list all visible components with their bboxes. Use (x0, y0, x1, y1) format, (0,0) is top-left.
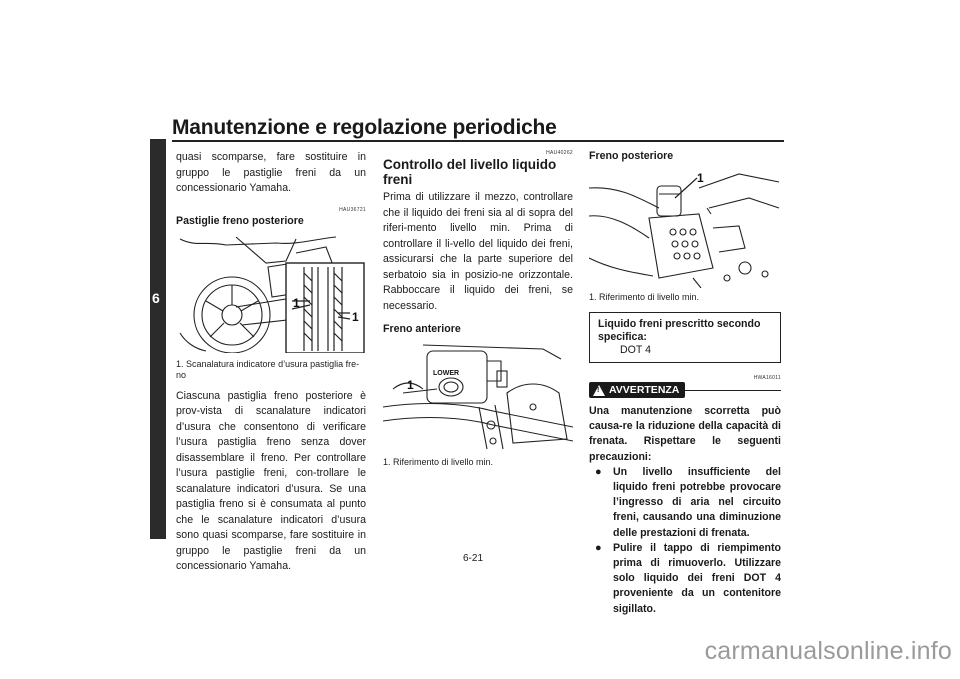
subheading-front-brake: Freno anteriore (383, 323, 461, 335)
figure-label-1b: 1 (352, 309, 359, 324)
figure-label-1: 1 (697, 171, 704, 185)
subheading-rear-brake: Freno posteriore (589, 150, 674, 162)
rear-reservoir-illustration (589, 168, 781, 288)
fluid-level-paragraph: Prima di utilizzare il mezzo, controllare che il liquido dei freni sia al di sopra del riferi-mento livello min. Prima di controllare il li-vello del liquido dei freni, assicurarsi che la parte superiore del serbatoio sia in posizio-ne orizzontale. Rabboccare il liquido dei freni, se necessario. (383, 191, 573, 312)
intro-paragraph: quasi scomparse, fare sostituire in gruppo le pastiglie freni da un concessionario Yamaha. (176, 151, 366, 194)
bullet-icon: ● (595, 465, 602, 478)
bullet-text: Pulire il tappo di riempimento prima di rimuoverlo. Utilizzare solo liquido dei freni DOT 4 proveniente da un contenitore sigillato. (613, 541, 781, 615)
warning-rule (685, 390, 781, 391)
warning-badge (589, 382, 685, 398)
header-rule (172, 140, 784, 142)
column-1 (176, 150, 366, 575)
subheading-rear-pads: Pastiglie freno posteriore (176, 214, 304, 227)
chapter-number: 6 (152, 290, 160, 306)
spec-value: DOT 4 (620, 344, 652, 356)
spec-title: Liquido freni prescritto secondo specifica: (598, 318, 761, 343)
front-reservoir-illustration (383, 341, 573, 451)
chapter-side-tab (150, 139, 166, 539)
list-item (589, 541, 781, 617)
figure-caption: 1. Scanalatura indicatore d’usura pastiglia fre- no (176, 358, 360, 380)
rear-pads-paragraph: Ciascuna pastiglia freno posteriore è prov-vista di scanalature indicatori d’usura che consentono di verificare l’usura pastiglia freno senza dover disassemblare il freno. Per controllare l’usura pastiglie freni, con-trollare le scanalature indicatori d’usura. Se una pastiglia freno si è consumata al punto che le scanalature indicatori d’usura sono quasi scomparse, fare sostituire in gruppo le pastiglie freni da un concessionario Yamaha. (176, 389, 366, 572)
section-code: HAU36721 (339, 206, 366, 213)
figure-caption: 1. Riferimento di livello min. (589, 292, 700, 302)
column-2 (383, 150, 573, 468)
watermark: carmanualsonline.info (704, 637, 952, 665)
figure-front-brake-reservoir (383, 341, 573, 451)
figure-caption: 1. Riferimento di livello min. (383, 457, 494, 467)
page-number: 6-21 (463, 553, 484, 564)
warning-text: Una manutenzione scorretta può causa-re la riduzione della capacità di frenata. Rispettare le seguenti precauzioni: (589, 405, 781, 463)
column-3 (589, 150, 781, 617)
figure-rear-brake-reservoir (589, 168, 781, 288)
section-code: HAU40262 (546, 150, 573, 156)
figure-label-1: 1 (407, 378, 414, 392)
section-heading: Controllo del livello liquido freni (383, 157, 557, 187)
bullet-icon: ● (595, 541, 602, 554)
list-item (589, 465, 781, 541)
spec-box (589, 312, 781, 363)
warning-header (589, 382, 781, 398)
lower-mark: LOWER (433, 370, 460, 377)
figure-rear-brake-pads (176, 233, 366, 353)
rear-brake-illustration (176, 233, 366, 353)
page-title: Manutenzione e regolazione periodiche (172, 116, 557, 139)
bullet-text: Un livello insufficiente del liquido freni potrebbe provocare l’ingresso di aria nel circuito freni, causando una diminuzione delle prestazioni di frenata. (613, 465, 781, 539)
warning-icon: ! (593, 385, 605, 396)
figure-label-1a: 1 (293, 295, 300, 310)
warning-label: AVVERTENZA (609, 384, 680, 396)
warning-code: HWA16011 (753, 375, 781, 381)
